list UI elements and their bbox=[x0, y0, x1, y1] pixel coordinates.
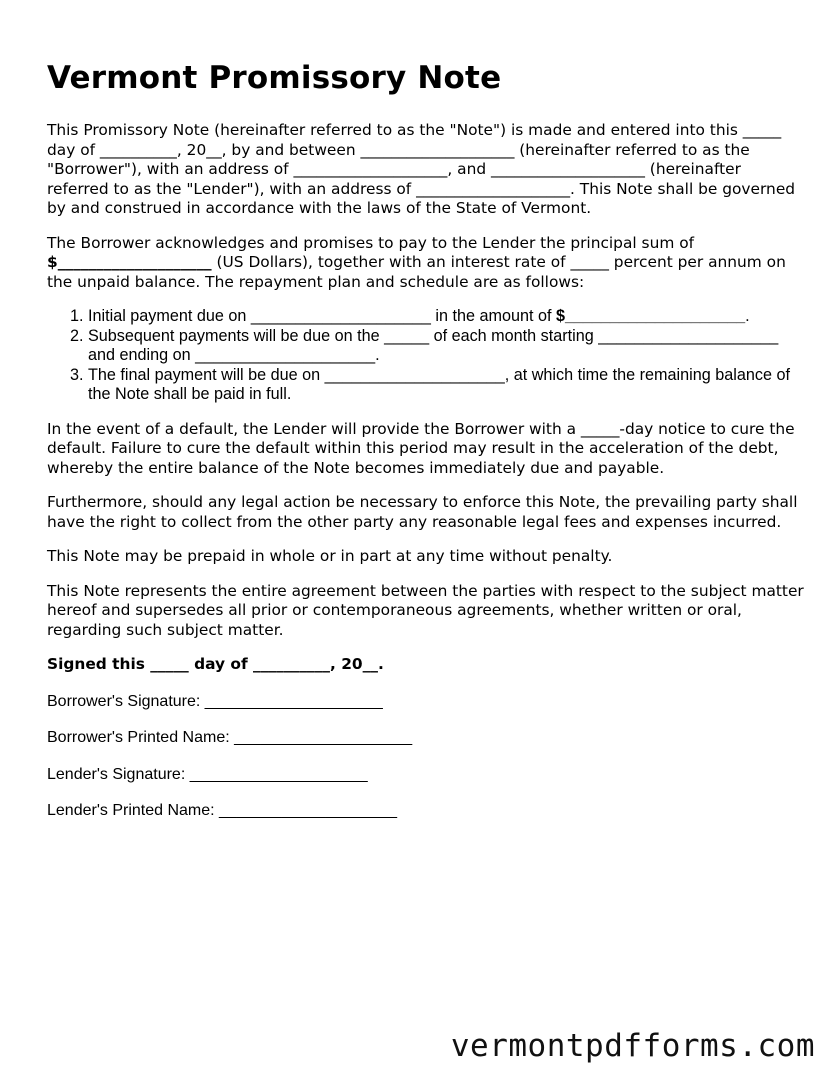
list-item: 2. Subsequent payments will be due on the _____ of each month starting ____________________ and ending on ____________________. bbox=[88, 327, 807, 366]
list-item: 3. The final payment will be due on ____________________, at which time the remaining balance of the Note shall be paid in full. bbox=[88, 366, 807, 405]
legal-fees-paragraph: Furthermore, should any legal action be necessary to enforce this Note, the prevailing party shall have the right to collect from the other party any reasonable legal fees and expenses incurred. bbox=[47, 493, 798, 531]
principal-text-before: The Borrower acknowledges and promises to pay to the Lender the principal sum of bbox=[47, 233, 695, 252]
lender-printed-name-line: Lender's Printed Name: ____________________ bbox=[47, 802, 397, 819]
payment-schedule-list bbox=[47, 307, 807, 405]
principal-paragraph bbox=[47, 234, 807, 293]
borrower-printed-name-line: Borrower's Printed Name: ____________________ bbox=[47, 729, 413, 746]
entire-agreement-paragraph: This Note represents the entire agreement between the parties with respect to the subject matter hereof and supersedes all prior or contemporaneous agreements, whether written or oral, regarding such subject matter. bbox=[47, 581, 804, 639]
document-title: Vermont Promissory Note bbox=[47, 60, 502, 96]
principal-text-after: (US Dollars), together with an interest rate of _____ percent per annum on the unpaid balance. The repayment plan and schedule are as follows: bbox=[47, 253, 786, 291]
lender-signature-line: Lender's Signature: ____________________ bbox=[47, 765, 368, 783]
principal-amount-blank: $____________________ bbox=[47, 253, 212, 271]
signed-date-line: Signed this _____ day of __________, 20__. bbox=[47, 655, 384, 673]
list-item: 1. Initial payment due on ____________________ in the amount of $____________________. bbox=[88, 307, 807, 327]
document-page bbox=[47, 58, 807, 838]
intro-paragraph: This Promissory Note (hereinafter referred to as the "Note") is made and entered into this _____ day of __________, 20__, by and between ____________________ (hereinafter referred to as the "Borrower"), with an address of ____________________, and ____________________ (hereinafter referred to as the "Lender"), with an address of ____________________. This Note shall be governed by and construed in accordance with the laws of the State of Vermont. bbox=[47, 121, 796, 217]
default-paragraph: In the event of a default, the Lender will provide the Borrower with a _____-day notice to cure the default. Failure to cure the default within this period may result in the acceleration of the debt, whereby the entire balance of the Note becomes immediately due and payable. bbox=[47, 419, 795, 477]
site-watermark: vermontpdfforms.com bbox=[450, 1028, 815, 1064]
prepayment-paragraph: This Note may be prepaid in whole or in part at any time without penalty. bbox=[47, 547, 613, 565]
borrower-signature-line: Borrower's Signature: ____________________ bbox=[47, 692, 383, 710]
